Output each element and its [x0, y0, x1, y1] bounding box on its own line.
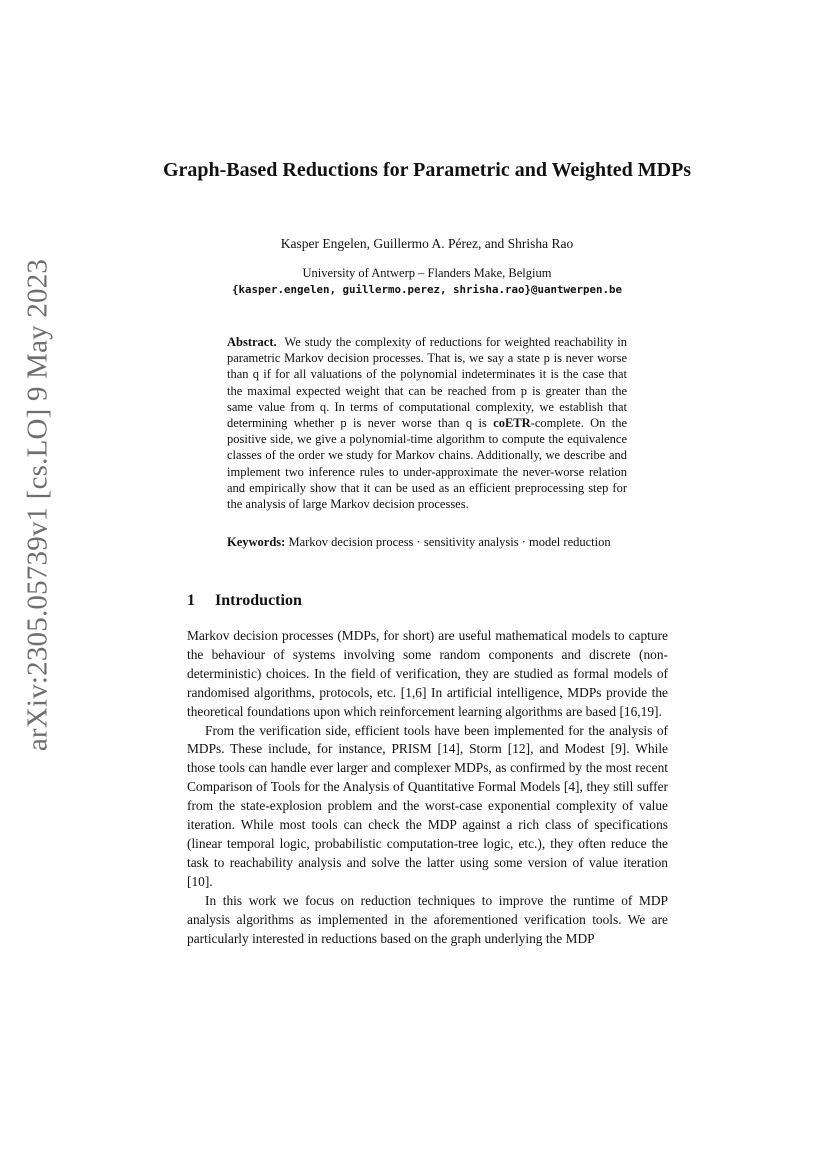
- paragraph: From the verification side, efficient tools have been implemented for the analysis of MDPs. These include, for instance, PRISM [14], Storm [12], and Modest [9]. While those tools can handle ever larger and complexer MDPs, as confirmed by the most recent Comparison of Tools for the Analysis of Quantitative Formal Models [4], they still suffer from the state-explosion problem and the worst-case exponential complexity of value iteration. While most tools can check the MDP against a rich class of specifications (linear temporal logic, probabilistic computation-tree logic, etc.), they often reduce the task to reachability analysis and solve the latter using some version of value iteration [10].: [187, 722, 668, 889]
- abstract: [227, 334, 627, 512]
- abstract-label: Abstract.: [227, 335, 277, 349]
- arxiv-identifier-text: arXiv:2305.05739v1 [cs.LO] 9 May 2023: [21, 258, 54, 752]
- keywords-label: Keywords:: [227, 535, 286, 549]
- abstract-text-part-1: We study the complexity of reductions for weighted reachability in parametric Markov decision processes. That is, we say a state p is never worse than q if for all valuations of the polynomial indeterminates it is the case that the maximal expected weight that can be reached from p is greater than the same value from q. In terms of computational complexity, we establish that determining whether p is never worse than q is: [227, 335, 627, 431]
- paper-title: Graph-Based Reductions for Parametric and Weighted MDPs: [162, 159, 692, 181]
- section-title: Introduction: [215, 592, 302, 609]
- section-body: [187, 627, 668, 948]
- affiliation: University of Antwerp – Flanders Make, Belgium: [302, 266, 552, 280]
- keywords: [227, 534, 627, 550]
- abstract-text-part-2: -complete. On the positive side, we give a polynomial-time algorithm to compute the equivalence classes of the order we study for Markov chains. Additionally, we describe and implement two inference rules to under-approximate the never-worse relation and empirically show that it can be used as an efficient preprocessing step for the analysis of large Markov decision processes.: [227, 416, 628, 512]
- paragraph: In this work we focus on reduction techniques to improve the runtime of MDP analysis algorithms as implemented in the aforementioned verification tools. We are particularly interested in reductions based on the graph underlying the MDP: [187, 892, 668, 946]
- arxiv-identifier: [21, 258, 55, 752]
- section-number: 1: [187, 592, 195, 609]
- section-heading: [187, 592, 667, 610]
- paragraph: Markov decision processes (MDPs, for short) are useful mathematical models to capture the behaviour of systems involving some random components and discrete (non-deterministic) choices. In the field of verification, they are studied as formal models of randomised algorithms, protocols, etc. [1,6] In artificial intelligence, MDPs provide the theoretical foundations upon which reinforcement learning algorithms are based [16,19].: [187, 628, 668, 719]
- keywords-text: Markov decision process · sensitivity analysis · model reduction: [288, 535, 611, 549]
- author-list: Kasper Engelen, Guillermo A. Pérez, and Shrisha Rao: [280, 236, 574, 251]
- author-emails: {kasper.engelen, guillermo.perez, shrisha.rao}@uantwerpen.be: [231, 283, 623, 296]
- abstract-complexity-class: coETR: [493, 416, 531, 431]
